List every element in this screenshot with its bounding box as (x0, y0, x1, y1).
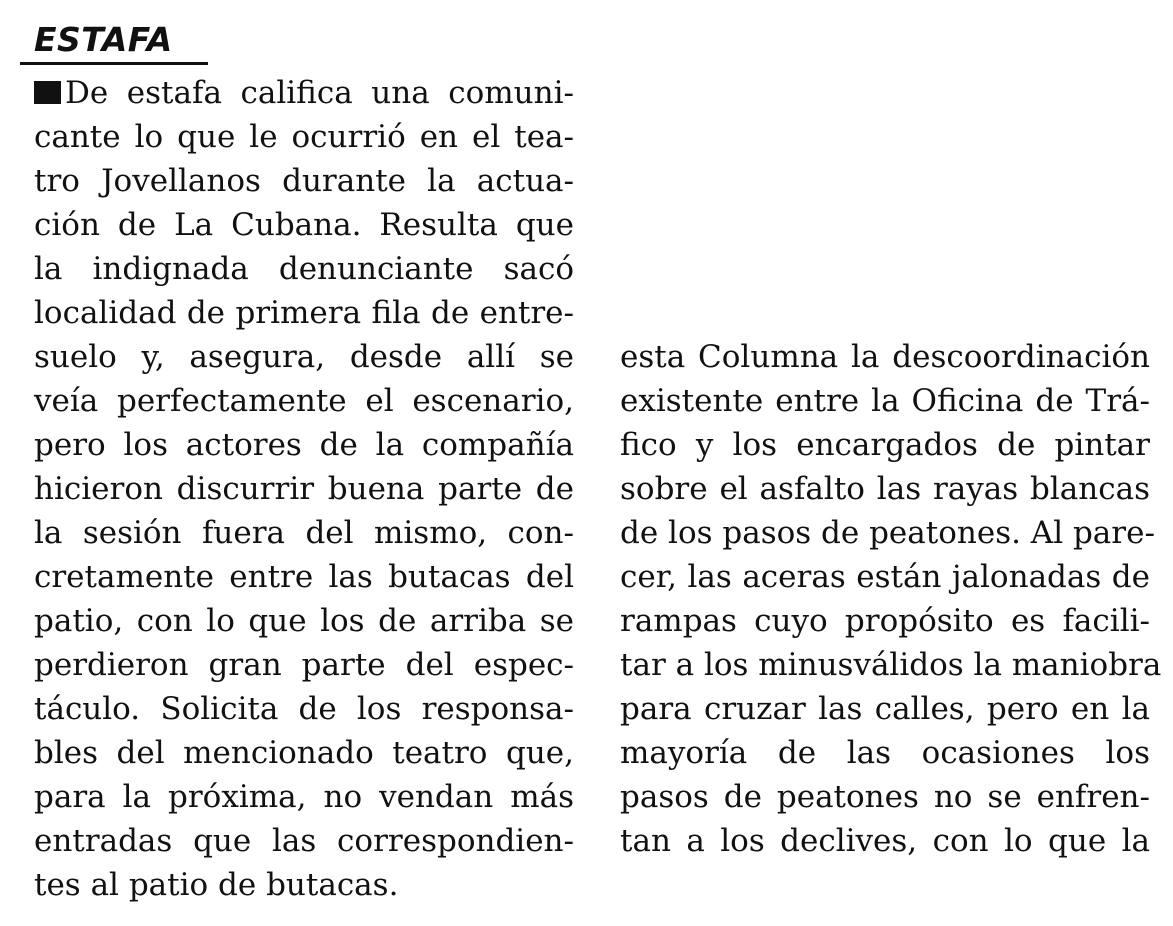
text-line: la indignada denunciante sacó (34, 251, 574, 287)
text-line: hicieron discurrir buena parte de (34, 471, 574, 507)
text-line: tan a los declives, con lo que la (620, 823, 1150, 859)
text-line: bles del mencionado teatro que, (34, 735, 574, 771)
text-line: pasos de peatones no se enfren- (620, 779, 1150, 815)
right-column (620, 335, 1162, 863)
text-line: fico y los encargados de pintar (620, 427, 1150, 463)
text-line: sobre el asfalto las rayas blancas (620, 471, 1150, 507)
text-line: De estafa califica una comuni- (34, 71, 574, 115)
text-line: mayoría de las ocasiones los (620, 735, 1150, 771)
text-line: patio, con lo que los de arriba se (34, 603, 574, 639)
text-line: localidad de primera fila de entre- (34, 295, 574, 331)
text-line: tro Jovellanos durante la actua- (34, 163, 574, 199)
text-line: la sesión fuera del mismo, con- (34, 515, 574, 551)
section-heading: ESTAFA (34, 20, 173, 59)
text-line: cante lo que le ocurrió en el tea- (34, 119, 574, 155)
text-line: perdieron gran parte del espec- (34, 647, 574, 683)
bullet-square-icon (34, 81, 61, 104)
text-line: tar a los minusválidos la maniobra (620, 647, 1162, 683)
text-line: rampas cuyo propósito es facili- (620, 603, 1150, 639)
text-line: ción de La Cubana. Resulta que (34, 207, 574, 243)
text-line: táculo. Solicita de los responsa- (34, 691, 574, 727)
text-line: suelo y, asegura, desde allí se (34, 339, 574, 375)
heading-underline (20, 62, 208, 65)
text-line: entradas que las correspondien- (34, 823, 574, 859)
text-line: pero los actores de la compañía (34, 427, 574, 463)
text-line: cretamente entre las butacas del (34, 559, 574, 595)
text-line: para la próxima, no vendan más (34, 779, 574, 815)
text-line: tes al patio de butacas. (34, 867, 399, 903)
text-line: esta Columna la descoordinación (620, 339, 1150, 375)
text-line: existente entre la Oficina de Trá- (620, 383, 1150, 419)
left-column (34, 71, 574, 907)
text-line: cer, las aceras están jalonadas de (620, 559, 1150, 595)
text-line: para cruzar las calles, pero en la (620, 691, 1150, 727)
text-line: de los pasos de peatones. Al pare- (620, 515, 1155, 551)
text-line: veía perfectamente el escenario, (34, 383, 574, 419)
